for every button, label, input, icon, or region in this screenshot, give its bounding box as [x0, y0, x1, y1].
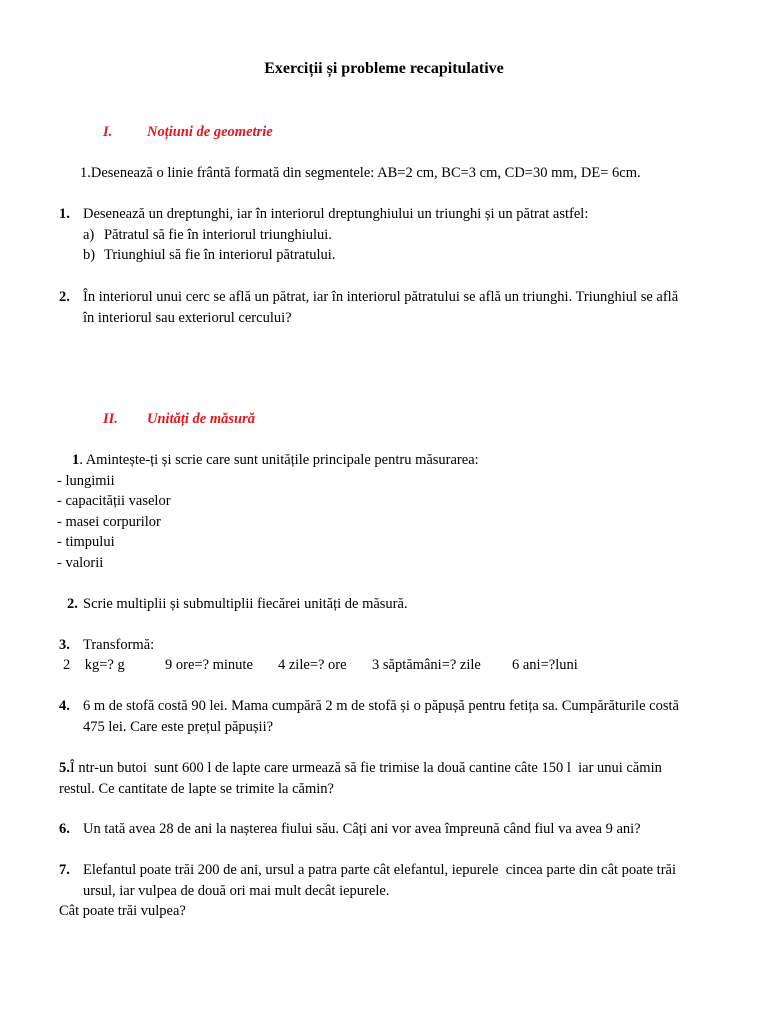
- units-item-7-number: 7.: [59, 862, 70, 878]
- units-item-6-number: 6.: [59, 821, 70, 837]
- units-item-7-line-3: Cât poate trăi vulpea?: [59, 903, 186, 919]
- geometry-item-1b-label: b): [83, 247, 96, 263]
- section-1-numeral: I.: [103, 124, 113, 140]
- units-item-5-text: Î ntr-un butoi sunt 600 l de lapte care urmează să fie trimise la două cantine câte 150 l iar unui cămin: [69, 760, 662, 776]
- geometry-item-2-line-2: în interiorul sau exteriorul cercului?: [83, 310, 292, 326]
- geometry-item-2-number: 2.: [59, 289, 70, 305]
- units-item-2-text: Scrie multiplii și submultiplii fiecărei unități de măsură.: [83, 596, 408, 612]
- units-item-5-line-2: restul. Ce cantitate de lapte se trimite la cămin?: [59, 781, 334, 797]
- section-2-heading: Unități de măsură: [147, 411, 255, 427]
- conversion-weeks: 3 săptămâni=? zile: [372, 657, 481, 673]
- list-item-length: - lungimii: [57, 473, 115, 489]
- geometry-item-1a-label: a): [83, 227, 95, 243]
- units-item-6-text: Un tată avea 28 de ani la nașterea fiului său. Câți ani vor avea împreună când fiul va avea 9 ani?: [83, 821, 641, 837]
- geometry-intro-exercise: 1.Desenează o linie frântă formată din segmentele: AB=2 cm, BC=3 cm, CD=30 mm, DE= 6cm.: [80, 165, 641, 181]
- conversion-hours: 9 ore=? minute: [165, 657, 253, 673]
- conversion-kg: 2 kg=? g: [63, 657, 125, 673]
- units-item-1-text: . Amintește-ți și scrie care sunt unitățile principale pentru măsurarea:: [79, 452, 479, 468]
- units-item-3-number: 3.: [59, 637, 70, 653]
- list-item-capacity: - capacității vaselor: [57, 493, 171, 509]
- units-item-4-line-1: 6 m de stofă costă 90 lei. Mama cumpără 2 m de stofă și o păpușă pentru fetița sa. Cumpărăturile costă: [83, 698, 679, 714]
- units-item-4-line-2: 475 lei. Care este prețul păpușii?: [83, 719, 274, 735]
- units-item-1: [72, 453, 479, 468]
- geometry-item-2-line-1: În interiorul unui cerc se află un pătrat, iar în interiorul pătratului se află un triunghi. Triunghiul se află: [83, 289, 679, 305]
- section-1-heading: Noțiuni de geometrie: [147, 124, 273, 140]
- units-item-5-number: 5.: [59, 760, 70, 776]
- units-item-3-text: Transformă:: [83, 637, 155, 653]
- units-item-5-line-1: [59, 761, 662, 776]
- units-item-2-number: 2.: [67, 596, 78, 612]
- geometry-item-1a-text: Pătratul să fie în interiorul triunghiului.: [104, 227, 332, 243]
- conversion-years: 6 ani=?luni: [512, 657, 578, 673]
- list-item-mass: - masei corpurilor: [57, 514, 161, 530]
- units-item-7-line-2: ursul, iar vulpea de două ori mai mult decât iepurele.: [83, 883, 390, 899]
- section-2-numeral: II.: [103, 411, 118, 427]
- units-item-7-line-1: Elefantul poate trăi 200 de ani, ursul a patra parte cât elefantul, iepurele cincea parte din cât poate trăi: [83, 862, 676, 878]
- page-title: Exerciții și probleme recapitulative: [264, 60, 504, 77]
- geometry-item-1-number: 1.: [59, 206, 70, 222]
- list-item-time: - timpului: [57, 534, 115, 550]
- geometry-item-1-text: Desenează un dreptunghi, iar în interiorul dreptunghiului un triunghi și un pătrat astfel:: [83, 206, 589, 222]
- list-item-value: - valorii: [57, 555, 104, 571]
- units-item-1-number: 1: [72, 452, 80, 468]
- units-item-4-number: 4.: [59, 698, 70, 714]
- conversion-days: 4 zile=? ore: [278, 657, 347, 673]
- geometry-item-1b-text: Triunghiul să fie în interiorul pătratului.: [104, 247, 336, 263]
